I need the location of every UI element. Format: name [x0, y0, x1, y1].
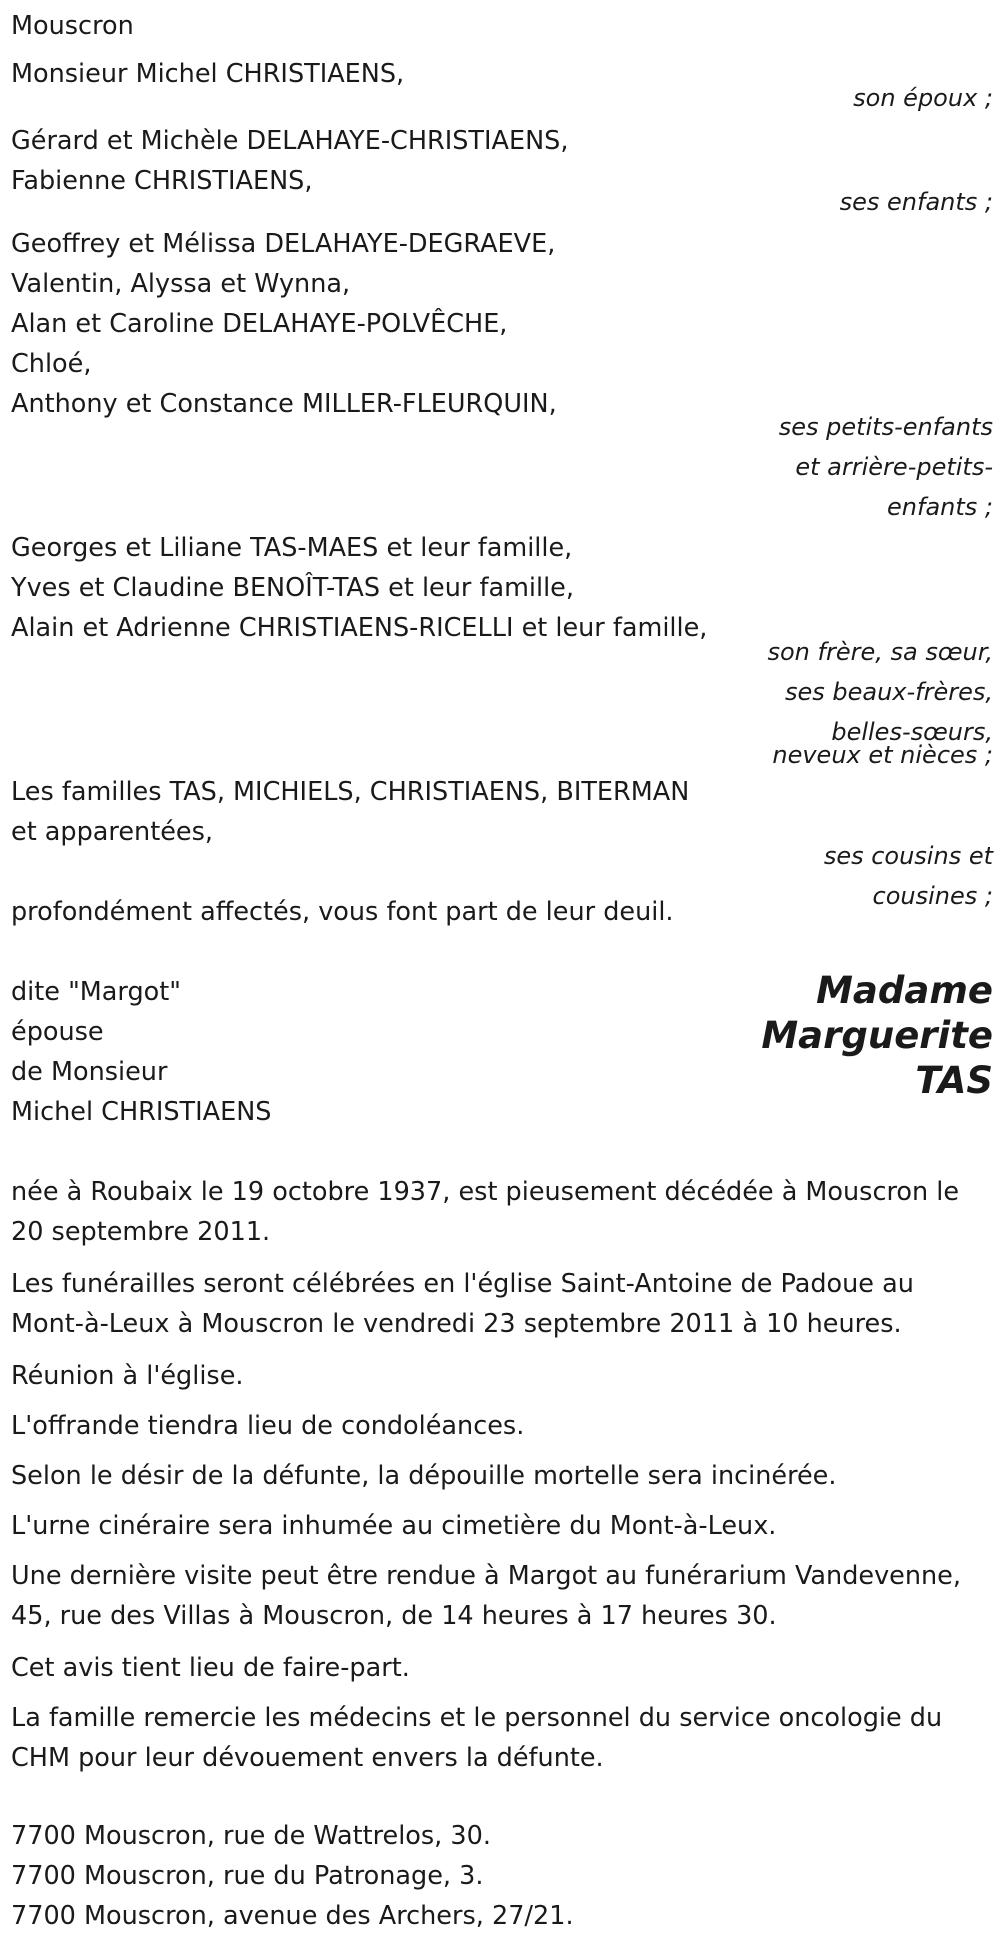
address-line: 7700 Mouscron, rue de Wattrelos, 30. — [11, 1821, 491, 1851]
mourner-line: Les familles TAS, MICHIELS, CHRISTIAENS, BITERMAN — [11, 777, 690, 807]
relationship-label: enfants ; — [887, 493, 993, 521]
mourner-line: Chloé, — [11, 349, 92, 379]
mourner-line: et apparentées, — [11, 817, 213, 847]
paragraph-thanks: La famille remercie les médecins et le personnel du service oncologie du CHM pour leur dévouement envers la défunte. — [11, 1703, 943, 1773]
nickname: dite "Margot" — [11, 977, 181, 1007]
deceased-name-line: Madame — [816, 969, 993, 1012]
mourner-line: Monsieur Michel CHRISTIAENS, — [11, 59, 405, 89]
spouse-line: de Monsieur — [11, 1057, 168, 1087]
deceased-name-line: Marguerite — [761, 1014, 993, 1057]
relationship-label: son frère, sa sœur, — [767, 638, 993, 666]
paragraph-offering: L'offrande tiendra lieu de condoléances. — [11, 1411, 525, 1441]
relationship-label: ses cousins et — [823, 842, 993, 870]
paragraph-urn: L'urne cinéraire sera inhumée au cimetière du Mont-à-Leux. — [11, 1511, 777, 1541]
mourner-line: Yves et Claudine BENOÎT-TAS et leur famille, — [11, 573, 574, 603]
spouse-line: Michel CHRISTIAENS — [11, 1097, 272, 1127]
mourner-line: Alain et Adrienne CHRISTIAENS-RICELLI et leur famille, — [11, 613, 708, 643]
announcement: profondément affectés, vous font part de leur deuil. — [11, 897, 674, 927]
relationship-label: et arrière-petits- — [795, 453, 993, 481]
mourner-line: Fabienne CHRISTIAENS, — [11, 166, 313, 196]
relationship-label: ses petits-enfants — [778, 413, 993, 441]
mourner-line: Valentin, Alyssa et Wynna, — [11, 269, 351, 299]
mourner-line: Alan et Caroline DELAHAYE-POLVÊCHE, — [11, 309, 508, 339]
deceased-name-line: TAS — [915, 1059, 993, 1102]
relationship-label: son époux ; — [853, 84, 993, 112]
paragraph-visit: Une dernière visite peut être rendue à Margot au funérarium Vandevenne, 45, rue des Villas à Mouscron, de 14 heures à 17 heures 30. — [11, 1561, 961, 1631]
address-line: 7700 Mouscron, avenue des Archers, 27/21. — [11, 1901, 574, 1931]
mourner-line: Georges et Liliane TAS-MAES et leur famille, — [11, 533, 573, 563]
paragraph-meeting: Réunion à l'église. — [11, 1361, 244, 1391]
paragraph-cremation: Selon le désir de la défunte, la dépouille mortelle sera incinérée. — [11, 1461, 837, 1491]
mourner-line: Geoffrey et Mélissa DELAHAYE-DEGRAEVE, — [11, 229, 556, 259]
relationship-label: ses beaux-frères, — [784, 678, 993, 706]
spouse-line: épouse — [11, 1017, 104, 1047]
paragraph-notice: Cet avis tient lieu de faire-part. — [11, 1653, 410, 1683]
paragraph-birth-death: née à Roubaix le 19 octobre 1937, est pieusement décédée à Mouscron le 20 septembre 2011. — [11, 1177, 960, 1247]
relationship-label: belles-sœurs, — [831, 718, 993, 746]
relationship-label: neveux et nièces ; — [772, 741, 993, 769]
mourner-line: Anthony et Constance MILLER-FLEURQUIN, — [11, 389, 557, 419]
relationship-label: ses enfants ; — [839, 188, 993, 216]
city: Mouscron — [11, 11, 134, 41]
relationship-label: cousines ; — [872, 882, 993, 910]
address-line: 7700 Mouscron, rue du Patronage, 3. — [11, 1861, 484, 1891]
mourner-line: Gérard et Michèle DELAHAYE-CHRISTIAENS, — [11, 126, 569, 156]
paragraph-funeral: Les funérailles seront célébrées en l'église Saint-Antoine de Padoue au Mont-à-Leux à Mouscron le vendredi 23 septembre 2011 à 10 heures. — [11, 1269, 914, 1339]
